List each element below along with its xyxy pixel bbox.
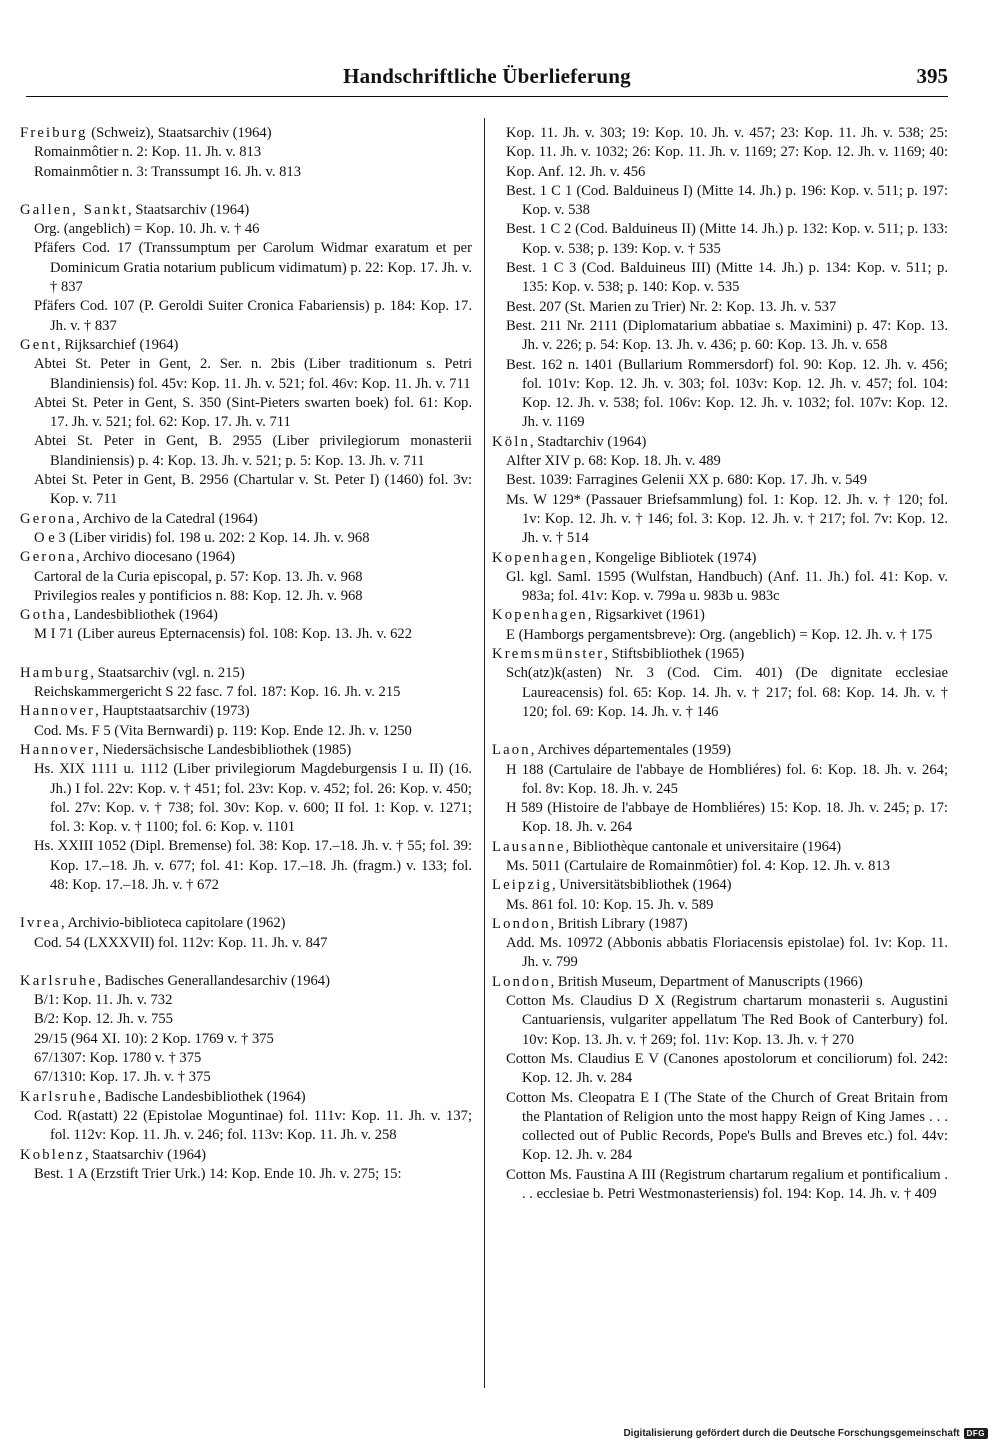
- archive-heading: [20, 1088, 472, 1107]
- archive-name: , Archivo diocesano (1964): [76, 549, 236, 566]
- archive-heading: [492, 606, 948, 625]
- archive-heading: [20, 606, 472, 625]
- manuscript-reference: B/2: Kop. 12. Jh. v. 755: [34, 1011, 173, 1028]
- archive-heading: [492, 973, 948, 992]
- manuscript-reference: Ms. 861 fol. 10: Kop. 15. Jh. v. 589: [506, 896, 714, 913]
- archive-entry: [492, 124, 948, 433]
- archive-heading: [20, 510, 472, 529]
- archive-entry: [492, 433, 948, 549]
- archive-entry: [20, 741, 472, 895]
- manuscript-reference: O e 3 (Liber viridis) fol. 198 u. 202: 2 Kop. 14. Jh. v. 968: [34, 529, 370, 546]
- manuscript-reference: Best. 1 A (Erzstift Trier Urk.) 14: Kop. Ende 10. Jh. v. 275; 15:: [34, 1165, 402, 1182]
- archive-heading: [20, 1146, 472, 1165]
- archive-entry: [20, 1088, 472, 1146]
- manuscript-reference: Kop. 11. Jh. v. 303; 19: Kop. 10. Jh. v. 457; 23: Kop. 11. Jh. v. 538; 25: Kop. 11. Jh. v. 1032; 26: Kop. 11. Jh. v. 1169; 27: Kop. 12. Jh. v. 1169; 40: Kop. Anf. 12. Jh. v. 456: [506, 125, 948, 180]
- city-name: Hannover: [20, 741, 96, 758]
- manuscript-reference: Cotton Ms. Faustina A III (Registrum chartarum regalium et pontificalium . . . ecclesiae b. Petri Westmonasteriensis) fol. 194: Kop. 14. Jh. v. † 409: [506, 1166, 948, 1203]
- manuscript-reference: Cotton Ms. Cleopatra E I (The State of the Church of Great Britain from the Plantation of Religion unto the most happy Reign of King James . . . collected out of Public Records, Pope's Bulls and Breves etc.) fol. 44v: Kop. 12. Jh. v. 284: [506, 1089, 948, 1164]
- archive-name: , Landesbibliothek (1964): [66, 607, 218, 624]
- manuscript-reference: Romainmôtier n. 2: Kop. 11. Jh. v. 813: [34, 144, 262, 161]
- manuscript-reference: Hs. XXIII 1052 (Dipl. Bremense) fol. 38: Kop. 17.–18. Jh. v. † 55; fol. 39: Kop. 17.–18. Jh. v. 677; fol. 41: Kop. 17.–18. Jh. (fragm.) v. 133; fol. 48: Kop. 17.–18. Jh. v. † 672: [34, 838, 472, 893]
- archive-name: , Universitätsbibliothek (1964): [551, 877, 732, 894]
- archive-entry: [20, 510, 472, 549]
- archive-heading: [20, 972, 472, 991]
- archive-name: , Archivio-biblioteca capitolare (1962): [60, 915, 286, 932]
- left-column: [20, 124, 472, 1184]
- manuscript-reference: 29/15 (964 XI. 10): 2 Kop. 1769 v. † 375: [34, 1030, 274, 1047]
- manuscript-reference: H 589 (Histoire de l'abbaye de Hombliéres) 15: Kop. 18. Jh. v. 245; p. 17: Kop. 18. Jh. v. 264: [506, 800, 948, 836]
- manuscript-reference: Abtei St. Peter in Gent, B. 2955 (Liber privilegiorum monasterii Blandiniensis) p. 4: Kop. 13. Jh. v. 521; p. 5: Kop. 13. Jh. v. 711: [34, 433, 472, 469]
- archive-entry: [20, 664, 472, 703]
- archive-entry: [20, 201, 472, 336]
- archive-entry: [492, 606, 948, 645]
- manuscript-reference: Abtei St. Peter in Gent, 2. Ser. n. 2bis (Liber traditionum s. Petri Blandiniensis) fol. 45v: Kop. 11. Jh. v. 521; fol. 46v: Kop. 11. Jh. v. 711: [34, 356, 472, 392]
- archive-name: , Stiftsbibliothek (1965): [604, 646, 745, 663]
- archive-entry: [20, 548, 472, 606]
- archive-name: , Badisches Generallandesarchiv (1964): [97, 972, 330, 989]
- city-name: Freiburg: [20, 125, 88, 141]
- footer-text: Digitalisierung gefördert durch die Deutsche Forschungsgemeinschaft: [623, 1428, 960, 1439]
- archive-entry: [20, 606, 472, 645]
- manuscript-reference: E (Hamborgs pergamentsbreve): Org. (angeblich) = Kop. 12. Jh. v. † 175: [506, 626, 933, 643]
- archive-heading: [20, 548, 472, 567]
- city-name: Karlsruhe: [20, 1088, 98, 1105]
- city-name: Köln: [492, 433, 530, 450]
- manuscript-reference: Best. 1039: Farragines Gelenii XX p. 680: Kop. 17. Jh. v. 549: [506, 472, 868, 489]
- city-name: Koblenz: [20, 1146, 85, 1163]
- archive-name: , Kongelige Bibliotek (1974): [587, 549, 757, 566]
- archive-entry: [20, 972, 472, 1088]
- manuscript-reference: Abtei St. Peter in Gent, B. 2956 (Chartular v. St. Peter I) (1460) fol. 3v: Kop. v. 711: [34, 472, 472, 508]
- manuscript-reference: Pfäfers Cod. 107 (P. Geroldi Suiter Cronica Fabariensis) p. 184: Kop. 17. Jh. v. † 837: [34, 298, 472, 334]
- archive-name: , Staatsarchiv (vgl. n. 215): [90, 664, 245, 681]
- archive-entry: [492, 645, 948, 722]
- archive-name: , British Library (1987): [550, 915, 688, 932]
- manuscript-reference: Hs. XIX 1111 u. 1112 (Liber privilegiorum Magdeburgensis I u. II) (16. Jh.) I fol. 22v: Kop. v. † 451; fol. 23v: Kop. v. 452; fol. 26: Kop. v. 450; fol. 27v: Kop. v. † 738; fol. 30v: Kop. v. 600; II fol. 1: Kop. v. 1271; fol. 3: Kop. v. † 1100; fol. 6: Kop. v. 1101: [34, 761, 472, 836]
- archive-entry: [492, 549, 948, 607]
- archive-entry: [492, 915, 948, 973]
- manuscript-reference: 67/1307: Kop. 1780 v. † 375: [34, 1050, 202, 1067]
- archive-heading: [492, 433, 948, 452]
- manuscript-reference: Romainmôtier n. 3: Transsumpt 16. Jh. v. 813: [34, 163, 302, 180]
- column-divider: [484, 118, 485, 1388]
- archive-entry: [20, 336, 472, 510]
- archive-entry: [20, 702, 472, 741]
- manuscript-reference: Cotton Ms. Claudius E V (Canones apostolorum et conciliorum) fol. 242: Kop. 12. Jh. v. 284: [506, 1050, 948, 1087]
- manuscript-reference: Cod. Ms. F 5 (Vita Bernwardi) p. 119: Kop. Ende 12. Jh. v. 1250: [34, 722, 412, 739]
- city-name: Gerona: [20, 510, 77, 527]
- archive-name: , Archives départementales (1959): [530, 742, 731, 759]
- city-name: Gent: [20, 336, 58, 353]
- archive-name: , Stadtarchiv (1964): [530, 433, 647, 450]
- manuscript-reference: 67/1310: Kop. 17. Jh. v. † 375: [34, 1069, 211, 1086]
- city-name: London: [492, 915, 551, 932]
- archive-heading: [20, 741, 472, 760]
- running-title: Handschriftliche Überlieferung: [343, 64, 631, 88]
- city-name: Lausanne: [492, 838, 566, 855]
- city-name: Karlsruhe: [20, 972, 98, 989]
- manuscript-reference: Cartoral de la Curia episcopal, p. 57: Kop. 13. Jh. v. 968: [34, 568, 363, 585]
- archive-heading: [492, 838, 948, 857]
- manuscript-reference: Best. 1 C 2 (Cod. Balduineus II) (Mitte 14. Jh.) p. 132: Kop. v. 511; p. 133: Kop. v. 538; p. 139: Kop. v. † 535: [506, 221, 948, 257]
- archive-heading: [492, 645, 948, 664]
- archive-entry: [492, 741, 948, 837]
- footer-credit: [623, 1428, 988, 1439]
- archive-name: , Rigsarkivet (1961): [587, 607, 705, 624]
- manuscript-reference: Ms. 5011 (Cartulaire de Romainmôtier) fol. 4: Kop. 12. Jh. v. 813: [506, 857, 890, 874]
- archive-name: , Badische Landesbibliothek (1964): [97, 1088, 306, 1105]
- archive-entry: [20, 1146, 472, 1185]
- archive-heading: [20, 201, 472, 220]
- manuscript-reference: Cotton Ms. Claudius D X (Registrum chartarum monasterii s. Augustini Cantuariensis, vulgariter appellatum The Red Book of Canterbury) fol. 10v: Kop. 13. Jh. v. † 269; fol. 11v: Kop. 13. Jh. v. † 270: [506, 993, 948, 1048]
- manuscript-reference: H 188 (Cartulaire de l'abbaye de Hombliéres) fol. 6: Kop. 18. Jh. v. 264; fol. 8v: Kop. 18. Jh. v. 245: [506, 761, 948, 797]
- city-name: Hamburg: [20, 664, 91, 681]
- manuscript-reference: Org. (angeblich) = Kop. 10. Jh. v. † 46: [34, 221, 260, 238]
- manuscript-reference: Ms. W 129* (Passauer Briefsammlung) fol. 1: Kop. 12. Jh. v. † 120; fol. 1v: Kop. 12. Jh. v. † 146; fol. 3: Kop. 12. Jh. v. † 217; fol. 7v: Kop. 12. Jh. v. † 514: [506, 491, 948, 547]
- city-name: Gotha: [20, 607, 67, 624]
- manuscript-reference: Best. 211 Nr. 2111 (Diplomatarium abbatiae s. Maximini) p. 47: Kop. 13. Jh. v. 226; p. 54: Kop. 13. Jh. v. 436; p. 60: Kop. 13. Jh. v. 658: [506, 317, 948, 354]
- manuscript-reference: Add. Ms. 10972 (Abbonis abbatis Floriacensis epistolae) fol. 1v: Kop. 11. Jh. v. 799: [506, 935, 948, 971]
- page-header: [26, 62, 948, 97]
- archive-entry: [492, 973, 948, 1205]
- archive-heading: [20, 336, 472, 355]
- archive-heading: [20, 664, 472, 683]
- manuscript-reference: Pfäfers Cod. 17 (Transsumptum per Carolum Widmar exaratum et per Dominicum Gratia notarium publicum vidimatum) p. 22: Kop. 17. Jh. v. † 837: [34, 240, 472, 296]
- archive-entry: [20, 914, 472, 953]
- archive-heading: [20, 124, 472, 143]
- page-number: 395: [916, 64, 948, 88]
- archive-heading: [20, 914, 472, 933]
- dfg-logo: DFG: [964, 1428, 988, 1439]
- manuscript-reference: Abtei St. Peter in Gent, S. 350 (Sint-Pieters swarten boek) fol. 61: Kop. 17. Jh. v. 521; fol. 62: Kop. 17. Jh. v. 711: [34, 394, 472, 431]
- archive-name: , British Museum, Department of Manuscripts (1966): [550, 973, 863, 990]
- city-name: Leipzig: [492, 877, 552, 894]
- archive-name: (Schweiz), Staatsarchiv (1964): [87, 125, 272, 141]
- manuscript-reference: M I 71 (Liber aureus Epternacensis) fol. 108: Kop. 13. Jh. v. 622: [34, 626, 413, 643]
- city-name: Kremsmünster: [492, 646, 605, 663]
- archive-heading: [492, 549, 948, 568]
- city-name: Kopenhagen: [492, 549, 588, 566]
- archive-name: , Archivo de la Catedral (1964): [76, 510, 258, 527]
- manuscript-reference: Cod. 54 (LXXXVII) fol. 112v: Kop. 11. Jh. v. 847: [34, 934, 328, 951]
- city-name: Hannover: [20, 703, 96, 720]
- manuscript-reference: Alfter XIV p. 68: Kop. 18. Jh. v. 489: [506, 453, 721, 470]
- city-name: London: [492, 973, 551, 990]
- city-name: Ivrea: [20, 915, 61, 932]
- manuscript-reference: Best. 207 (St. Marien zu Trier) Nr. 2: Kop. 13. Jh. v. 537: [506, 298, 837, 315]
- manuscript-reference: Reichskammergericht S 22 fasc. 7 fol. 187: Kop. 16. Jh. v. 215: [34, 684, 401, 701]
- archive-heading: [492, 876, 948, 895]
- archive-entry: [492, 876, 948, 915]
- archive-name: , Staatsarchiv (1964): [128, 201, 250, 218]
- archive-entry: [20, 124, 472, 182]
- archive-name: , Rijksarchief (1964): [57, 336, 179, 353]
- manuscript-reference: Best. 162 n. 1401 (Bullarium Rommersdorf) fol. 90: Kop. 12. Jh. v. 456; fol. 101v: Kop. 12. Jh. v. 303; fol. 103v: Kop. 12. Jh. v. 457; fol. 104: Kop. 12. Jh. v. 538; fol. 106v: Kop. 12. Jh. v. 1032; fol. 107v: Kop. 12. Jh. v. 1169: [506, 356, 948, 431]
- archive-name: , Staatsarchiv (1964): [84, 1146, 207, 1163]
- manuscript-reference: Cod. R(astatt) 22 (Epistolae Moguntinae) fol. 111v: Kop. 11. Jh. v. 137; fol. 112v: Kop. 11. Jh. v. 246; fol. 113v: Kop. 11. Jh. v. 258: [34, 1107, 472, 1144]
- archive-heading: [492, 915, 948, 934]
- right-column: [492, 124, 948, 1204]
- manuscript-reference: Best. 1 C 3 (Cod. Balduineus III) (Mitte 14. Jh.) p. 134: Kop. v. 511; p. 135: Kop. v. 538; p. 140: Kop. v. 535: [506, 260, 948, 296]
- archive-name: , Hauptstaatsarchiv (1973): [95, 703, 250, 720]
- city-name: Laon: [492, 742, 531, 759]
- city-name: Kopenhagen: [492, 607, 588, 624]
- manuscript-reference: Best. 1 C 1 (Cod. Balduineus I) (Mitte 14. Jh.) p. 196: Kop. v. 511; p. 197: Kop. v. 538: [506, 182, 948, 219]
- city-name: Gerona: [20, 549, 77, 566]
- manuscript-reference: Gl. kgl. Saml. 1595 (Wulfstan, Handbuch) (Anf. 11. Jh.) fol. 41: Kop. v. 983a; fol. 41v: Kop. v. 799a u. 983b u. 983c: [506, 568, 948, 605]
- archive-name: , Bibliothèque cantonale et universitaire (1964): [565, 838, 842, 855]
- archive-heading: [20, 702, 472, 721]
- manuscript-reference: B/1: Kop. 11. Jh. v. 732: [34, 992, 173, 1009]
- city-name: Gallen, Sankt: [20, 201, 129, 218]
- archive-heading: [492, 741, 948, 760]
- archive-entry: [492, 838, 948, 877]
- manuscript-reference: Sch(atz)k(asten) Nr. 3 (Cod. Cim. 401) (De dignitate ecclesiae Laureacensis) fol. 65: Kop. 14. Jh. v. † 217; fol. 68: Kop. 14. Jh. v. † 120; fol. 69: Kop. 14. Jh. v. † 146: [506, 665, 948, 720]
- manuscript-reference: Privilegios reales y pontificios n. 88: Kop. 12. Jh. v. 968: [34, 587, 363, 604]
- archive-name: , Niedersächsische Landesbibliothek (1985): [95, 741, 352, 758]
